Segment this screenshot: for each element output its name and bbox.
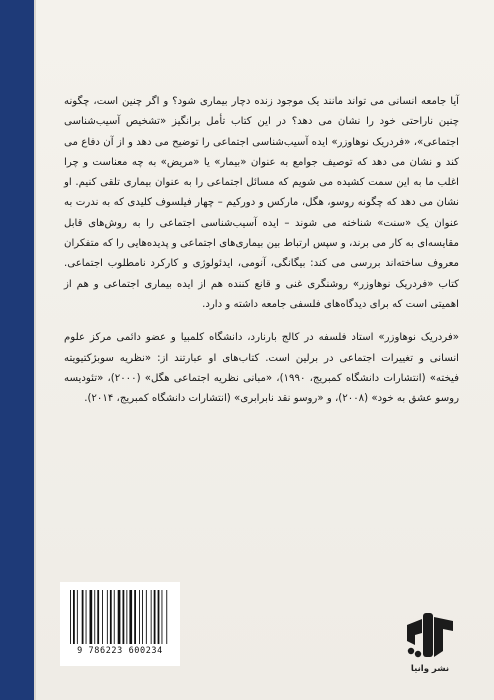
publisher-logo-icon	[401, 611, 459, 661]
publisher-name: نشر وانیا	[410, 664, 450, 674]
blurb-text	[64, 92, 459, 409]
barcode-icon	[66, 590, 174, 646]
isbn-barcode	[60, 582, 180, 666]
isbn-number: 9 786223 600234	[77, 646, 163, 656]
spine-edge	[34, 0, 36, 700]
spine-band	[0, 0, 36, 700]
blurb-paragraph-1: آیا جامعه انسانی می تواند مانند یک موجود زنده دچار بیماری شود؟ و اگر چنین است، چگونه چنین ناراحتی خود را نشان می دهد؟ در این کتاب تأمل برانگیز «تشخیص آسیب‌شناسی اجتماعی»، «فردریک نوهاوزر» ایده آسیب‌شناسی اجتماعی را توضیح می دهد و از آن دفاع می کند و نشان می دهد که توصیف جوامع به عنوان «بیمار» یا «مریض» به چه معناست و چرا اغلب ما به این سمت کشیده می شویم که مسائل اجتماعی را به عنوان بیماری تلقی کنیم. او نشان می دهد که چگونه روسو، هگل، مارکس و دورکیم – چهار فیلسوف کلیدی که به ندرت به عنوان یک «سنت» شناخته می شوند – ایده آسیب‌شناسی اجتماعی را به روش‌های قابل مقایسه‌ای به کار می برند، و سپس ارتباط بین بیماری‌های اجتماعی و پدیده‌هایی را که متفکران معروف ساخته‌اند بررسی می کند: بیگانگی، آنومی، ایدئولوژی و کارکرد نامطلوب اجتماعی. کتاب «فردریک نوهاوزر» روشنگری غنی و قانع کننده هم از ایده بیماری اجتماعی و هم از اهمیتی است که برای دیدگاه‌های فلسفی جامعه داشته و دارد.	[64, 96, 459, 310]
author-bio-paragraph: «فردریک نوهاوزر» استاد فلسفه در کالج بارنارد، دانشگاه کلمبیا و عضو دائمی مرکز علوم انسانی و تغییرات اجتماعی در برلین است. کتاب‌های او عبارتند از: «نظریه سوبژکتیویته فیخته» (انتشارات دانشگاه کمبریج، ۱۹۹۰)، «مبانی نظریه اجتماعی هگل» (۲۰۰۰)، «تئودیسه روسو عشق به خود» (۲۰۰۸)، و «روسو نقد نابرابری» (انتشارات دانشگاه کمبریج، ۲۰۱۴).	[64, 332, 459, 405]
